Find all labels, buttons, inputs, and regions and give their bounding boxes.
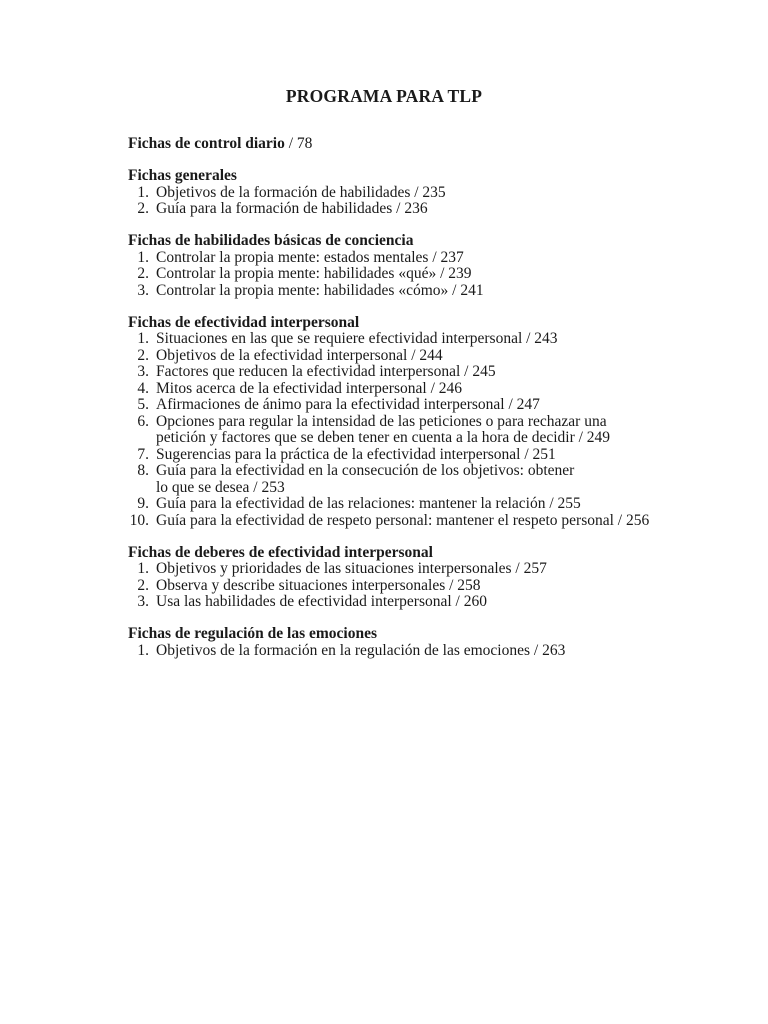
item-number: 9.	[137, 495, 149, 512]
section-page-number: / 78	[284, 135, 313, 152]
item-number: 2.	[137, 576, 149, 594]
list-item	[128, 643, 688, 660]
item-text: Afirmaciones de ánimo para la efectividad interpersonal / 247	[156, 396, 540, 413]
section-heading: Fichas de habilidades básicas de conciencia	[128, 232, 414, 249]
section-regulacion-emociones	[128, 626, 688, 659]
list-item	[128, 250, 688, 267]
section-heading: Fichas de deberes de efectividad interpersonal	[128, 543, 433, 561]
section-heading: Fichas de regulación de las emociones	[128, 625, 377, 642]
section-control-diario	[128, 136, 688, 153]
item-text: Objetivos de la efectividad interpersonal / 244	[156, 346, 443, 364]
item-text-line: Opciones para regular la intensidad de las peticiones o para rechazar una	[156, 412, 607, 430]
item-text: Objetivos y prioridades de las situaciones interpersonales / 257	[156, 560, 547, 577]
section-item-list	[128, 561, 688, 611]
item-number: 8.	[137, 462, 149, 479]
item-text	[156, 414, 688, 447]
section-heading-text: Fichas de control diario	[128, 135, 285, 152]
item-number: 1.	[137, 248, 149, 266]
section-heading: Fichas de efectividad interpersonal	[128, 313, 360, 331]
section-item-list	[128, 185, 688, 218]
section-heading: Fichas generales	[128, 167, 237, 184]
item-number: 3.	[137, 281, 149, 299]
item-text: Objetivos de la formación en la regulación de las emociones / 263	[156, 641, 566, 659]
item-number: 5.	[137, 396, 149, 413]
list-item	[128, 414, 688, 447]
list-item	[128, 266, 688, 283]
item-text: Controlar la propia mente: estados mentales / 237	[156, 248, 464, 266]
section-habilidades-basicas	[128, 233, 688, 299]
list-item	[128, 201, 688, 218]
item-text-line: Guía para la efectividad en la consecución de los objetivos: obtener	[156, 462, 575, 479]
list-item	[128, 185, 688, 202]
item-number: 1.	[137, 560, 149, 577]
list-item	[128, 496, 688, 513]
item-text: Factores que reducen la efectividad interpersonal / 245	[156, 363, 496, 380]
item-text: Sugerencias para la práctica de la efectividad interpersonal / 251	[156, 445, 556, 463]
list-item	[128, 463, 688, 496]
list-item	[128, 381, 688, 398]
section-item-list	[128, 331, 688, 529]
section-item-list	[128, 643, 688, 660]
section-deberes-efectividad	[128, 545, 688, 611]
item-text: Guía para la formación de habilidades / 236	[156, 200, 428, 217]
item-text: Situaciones en las que se requiere efectividad interpersonal / 243	[156, 330, 558, 347]
item-number: 3.	[137, 363, 149, 380]
item-number: 3.	[137, 593, 149, 610]
item-number: 10.	[129, 511, 149, 529]
list-item	[128, 594, 688, 611]
item-number: 7.	[137, 445, 149, 463]
list-item	[128, 447, 688, 464]
item-text: Controlar la propia mente: habilidades «qué» / 239	[156, 265, 472, 282]
item-number: 1.	[137, 183, 149, 201]
item-text: Observa y describe situaciones interpersonales / 258	[156, 576, 481, 594]
list-item	[128, 364, 688, 381]
item-text: Guía para la efectividad de respeto personal: mantener el respeto personal / 256	[156, 511, 650, 529]
list-item	[128, 513, 688, 530]
list-item	[128, 331, 688, 348]
item-text: Mitos acerca de la efectividad interpersonal / 246	[156, 379, 462, 397]
table-of-contents	[128, 136, 688, 659]
item-number: 2.	[137, 346, 149, 364]
section-heading	[128, 136, 688, 153]
item-number: 2.	[137, 200, 149, 217]
list-item	[128, 397, 688, 414]
item-text: Objetivos de la formación de habilidades / 235	[156, 183, 446, 201]
section-item-list	[128, 250, 688, 300]
section-generales	[128, 168, 688, 218]
item-number: 1.	[137, 330, 149, 347]
list-item	[128, 561, 688, 578]
item-text-continuation: petición y factores que se deben tener en cuenta a la hora de decidir / 249	[156, 429, 611, 446]
list-item	[128, 578, 688, 595]
document-title: PROGRAMA PARA TLP	[285, 86, 483, 106]
item-number: 2.	[137, 265, 149, 282]
item-number: 4.	[137, 379, 149, 397]
item-text: Usa las habilidades de efectividad interpersonal / 260	[156, 593, 487, 610]
item-number: 1.	[137, 641, 149, 659]
section-efectividad-interpersonal	[128, 315, 688, 530]
item-text: Controlar la propia mente: habilidades «cómo» / 241	[156, 281, 484, 299]
item-text-continuation: lo que se desea / 253	[156, 478, 285, 496]
item-number: 6.	[137, 412, 149, 430]
list-item	[128, 283, 688, 300]
item-text: Guía para la efectividad de las relaciones: mantener la relación / 255	[156, 495, 581, 512]
list-item	[128, 348, 688, 365]
item-text	[156, 463, 688, 496]
